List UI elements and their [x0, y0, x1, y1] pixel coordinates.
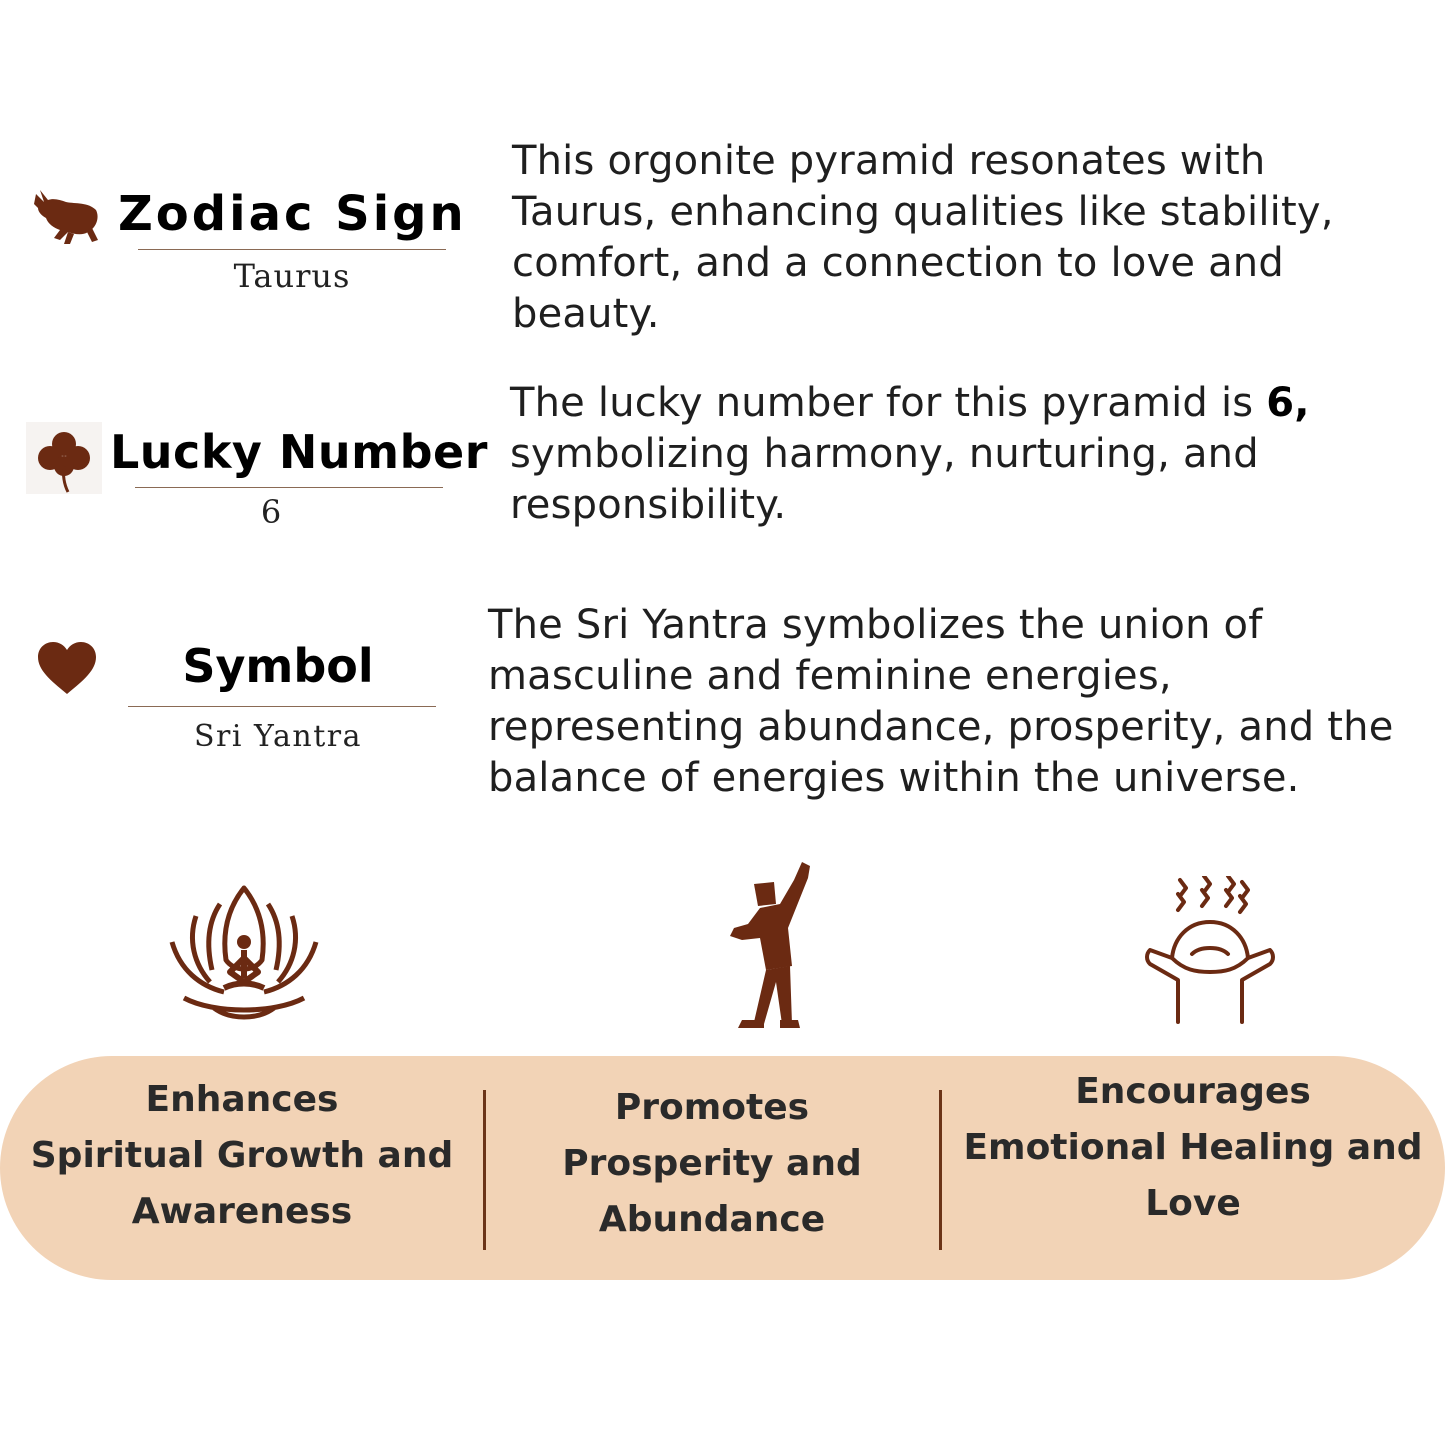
- lucky-number-value: 6: [260, 493, 282, 531]
- benefit-line: Enhances: [145, 1079, 339, 1120]
- benefit-line: Spiritual Growth and: [30, 1135, 454, 1176]
- symbol-title: Symbol: [182, 639, 374, 693]
- benefit-divider-2: [939, 1090, 942, 1250]
- benefit-line: Prosperity and: [562, 1143, 862, 1184]
- benefit-line: Promotes: [614, 1087, 810, 1128]
- benefit-emotional-healing: [946, 1064, 1440, 1232]
- benefit-spiritual-growth: [10, 1072, 474, 1240]
- zodiac-sign-title: Zodiac Sign: [118, 186, 467, 242]
- lucky-number-divider: [135, 487, 443, 488]
- symbol-divider: [128, 706, 436, 707]
- lucky-number-description-rest: symbolizing harmony, nurturing, and responsibility.: [510, 431, 1259, 528]
- lucky-number-description-text: The lucky number for this pyramid is: [510, 380, 1267, 426]
- benefit-divider-1: [483, 1090, 486, 1250]
- zodiac-sign-divider: [138, 249, 446, 250]
- lucky-number-highlight: 6,: [1266, 380, 1310, 426]
- victory-person-icon: [724, 858, 814, 1030]
- zodiac-sign-value: Taurus: [233, 257, 351, 295]
- clover-icon: [26, 422, 102, 494]
- symbol-value: Sri Yantra: [194, 719, 362, 754]
- benefit-line: Abundance: [598, 1199, 826, 1240]
- zodiac-sign-description: This orgonite pyramid resonates with Taurus, enhancing qualities like stability, comfort, and a connection to love and beauty.: [512, 138, 1334, 337]
- heart-icon: [36, 640, 98, 696]
- benefit-line: Emotional Healing and: [963, 1127, 1423, 1168]
- stress-relief-icon: [1144, 876, 1276, 1026]
- lotus-meditation-icon: [164, 882, 324, 1024]
- lucky-number-title: Lucky Number: [110, 425, 488, 479]
- bull-icon: [30, 180, 102, 252]
- symbol-description: The Sri Yantra symbolizes the union of masculine and feminine energies, representing abundance, prosperity, and the balance of energies within the universe.: [488, 602, 1394, 801]
- benefit-line: Encourages: [1075, 1071, 1311, 1112]
- lucky-number-description: [510, 378, 1380, 531]
- benefit-line: Love: [1145, 1183, 1241, 1224]
- benefit-line: Awareness: [131, 1191, 353, 1232]
- benefit-prosperity: [490, 1080, 934, 1248]
